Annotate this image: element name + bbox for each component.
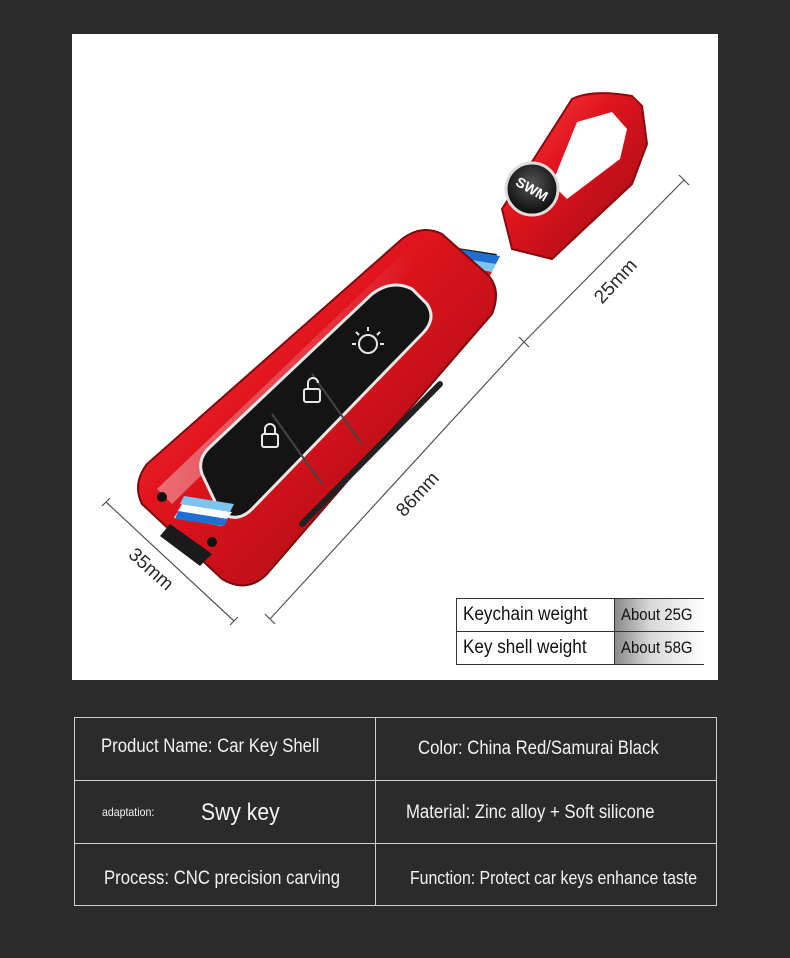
spec-table bbox=[74, 717, 717, 906]
weight-label: Keychain weight bbox=[463, 604, 588, 625]
adaptation-value: Swy key bbox=[201, 799, 280, 826]
function-text: Function: Protect car keys enhance taste bbox=[410, 868, 698, 888]
spec-cell bbox=[376, 718, 718, 780]
width-label: 35mm bbox=[124, 544, 178, 596]
keychain-length-label: 25mm bbox=[590, 255, 642, 309]
product-photo bbox=[72, 34, 718, 680]
spec-cell bbox=[376, 781, 718, 843]
weight-value: About 25G bbox=[621, 605, 693, 624]
material-text: Material: Zinc alloy + Soft silicone bbox=[406, 802, 655, 823]
spec-cell bbox=[75, 781, 375, 843]
weight-value-cell bbox=[614, 599, 704, 631]
spec-cell bbox=[75, 844, 375, 906]
weight-table bbox=[456, 598, 704, 665]
spec-cell bbox=[75, 718, 375, 780]
color-text: Color: China Red/Samurai Black bbox=[418, 738, 659, 759]
process-text: Process: CNC precision carving bbox=[104, 868, 341, 889]
weight-row bbox=[457, 632, 703, 664]
weight-value-cell bbox=[614, 632, 704, 664]
keychain-clip bbox=[502, 93, 647, 259]
spec-cell bbox=[376, 844, 718, 906]
weight-row bbox=[457, 599, 703, 632]
product-name-text: Product Name: Car Key Shell bbox=[101, 736, 320, 757]
adaptation-label: adaptation: bbox=[102, 805, 155, 819]
length-label: 86mm bbox=[392, 468, 444, 522]
key-shell-body bbox=[138, 230, 496, 585]
brand-logo: SWM bbox=[513, 173, 551, 205]
weight-value: About 58G bbox=[621, 638, 693, 657]
weight-label: Key shell weight bbox=[463, 637, 587, 658]
